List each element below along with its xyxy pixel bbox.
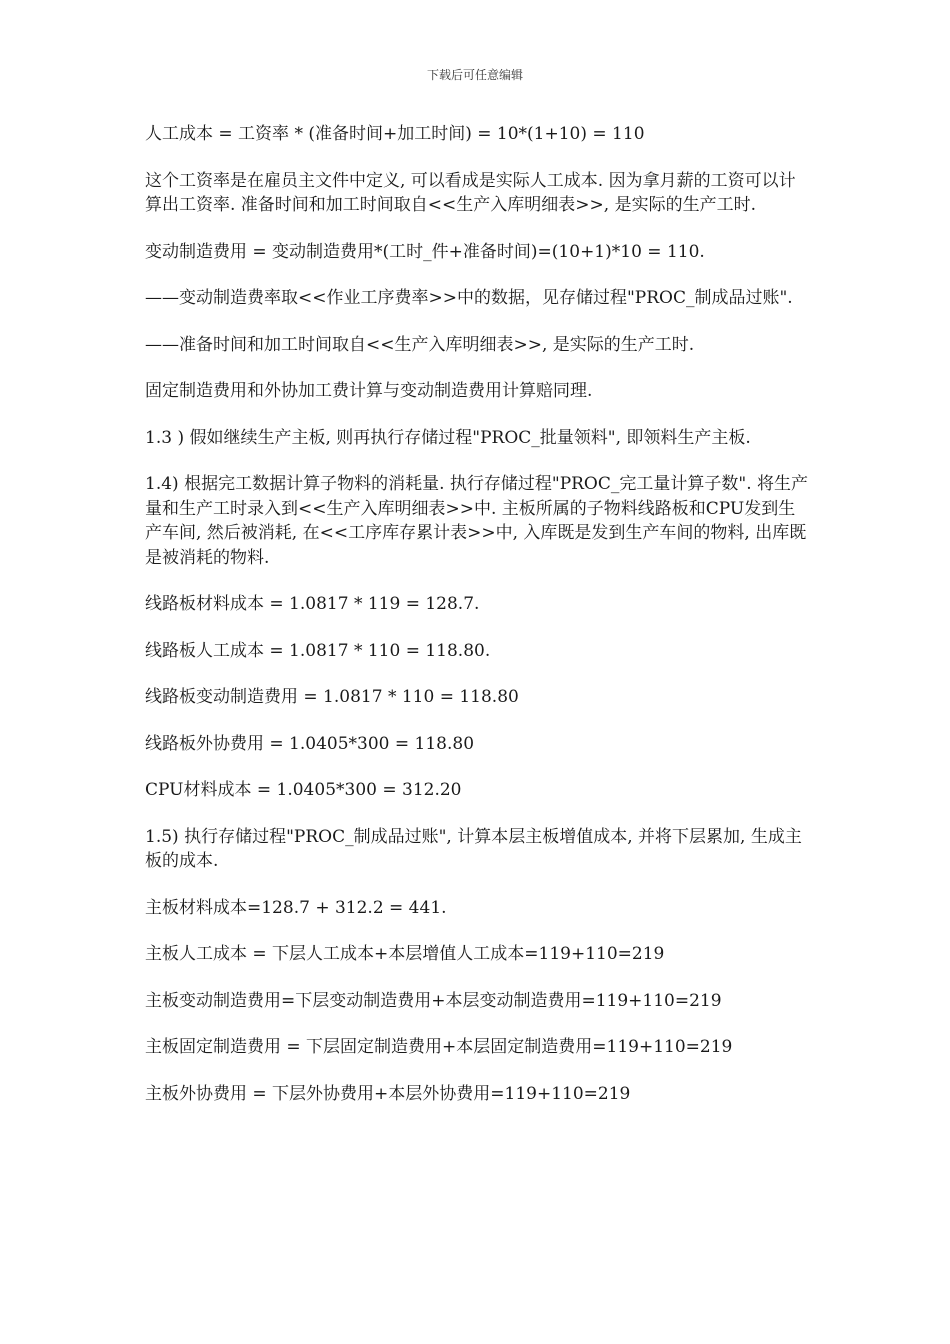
paragraph-wage-rate-note: 这个工资率是在雇员主文件中定义, 可以看成是实际人工成本. 因为拿月薪的工资可以计算出工资率. 准备时间和加工时间取自<<生产入库明细表>>, 是实际的生产工时. [145, 170, 796, 215]
paragraph-main-material-cost: 主板材料成本=128.7 + 312.2 = 441. [145, 897, 447, 918]
paragraph-board-variable-overhead: 线路板变动制造费用 = 1.0817 * 110 = 118.80 [145, 687, 519, 707]
paragraph-variable-overhead: 变动制造费用 = 变动制造费用*(工时_件+准备时间)=(10+1)*10 = 110. [145, 241, 705, 262]
paragraph-step-1-5: 1.5) 执行存储过程"PROC_制成品过账", 计算本层主板增值成本, 并将下层累加, 生成主板的成本. [145, 826, 802, 871]
document-body [145, 122, 810, 1128]
paragraph-fixed-overhead: 固定制造费用和外协加工费计算与变动制造费用计算赔同理. [145, 381, 593, 401]
paragraph-board-material-cost: 线路板材料成本 = 1.0817 * 119 = 128.7. [145, 594, 480, 614]
paragraph-step-1-3: 1.3 ) 假如继续生产主板, 则再执行存储过程"PROC_批量领料", 即领料生产主板. [145, 427, 751, 448]
page-header: 下载后可任意编辑 [426, 68, 523, 82]
paragraph-board-outsource-cost: 线路板外协费用 = 1.0405*300 = 118.80 [145, 733, 475, 754]
paragraph-main-fixed-overhead: 主板固定制造费用 = 下层固定制造费用+本层固定制造费用=119+110=219 [145, 1037, 733, 1057]
paragraph-cpu-material-cost: CPU材料成本 = 1.0405*300 = 312.20 [145, 780, 462, 800]
paragraph-step-1-4: 1.4) 根据完工数据计算子物料的消耗量. 执行存储过程"PROC_完工量计算子数". 将生产量和生产工时录入到<<生产入库明细表>>中. 主板所属的子物料线路板和CPU发到生产车间, 然后被消耗, 在<<工序库存累计表>>中, 入库既是发到生产车间的物料, 出库既是被消耗的物料. [145, 474, 809, 568]
paragraph-variable-rate-source: ——变动制造费率取<<作业工序费率>>中的数据，见存储过程"PROC_制成品过账". [145, 288, 793, 308]
paragraph-main-variable-overhead: 主板变动制造费用=下层变动制造费用+本层变动制造费用=119+110=219 [145, 990, 722, 1011]
paragraph-board-labor-cost: 线路板人工成本 = 1.0817 * 110 = 118.80. [145, 640, 491, 661]
paragraph-time-source: ——准备时间和加工时间取自<<生产入库明细表>>, 是实际的生产工时. [145, 334, 695, 355]
paragraph-main-outsource-cost: 主板外协费用 = 下层外协费用+本层外协费用=119+110=219 [145, 1083, 631, 1104]
paragraph-main-labor-cost: 主板人工成本 = 下层人工成本+本层增值人工成本=119+110=219 [145, 944, 665, 964]
paragraph-labor-cost: 人工成本 = 工资率 * (准备时间+加工时间) = 10*(1+10) = 110 [145, 124, 645, 144]
